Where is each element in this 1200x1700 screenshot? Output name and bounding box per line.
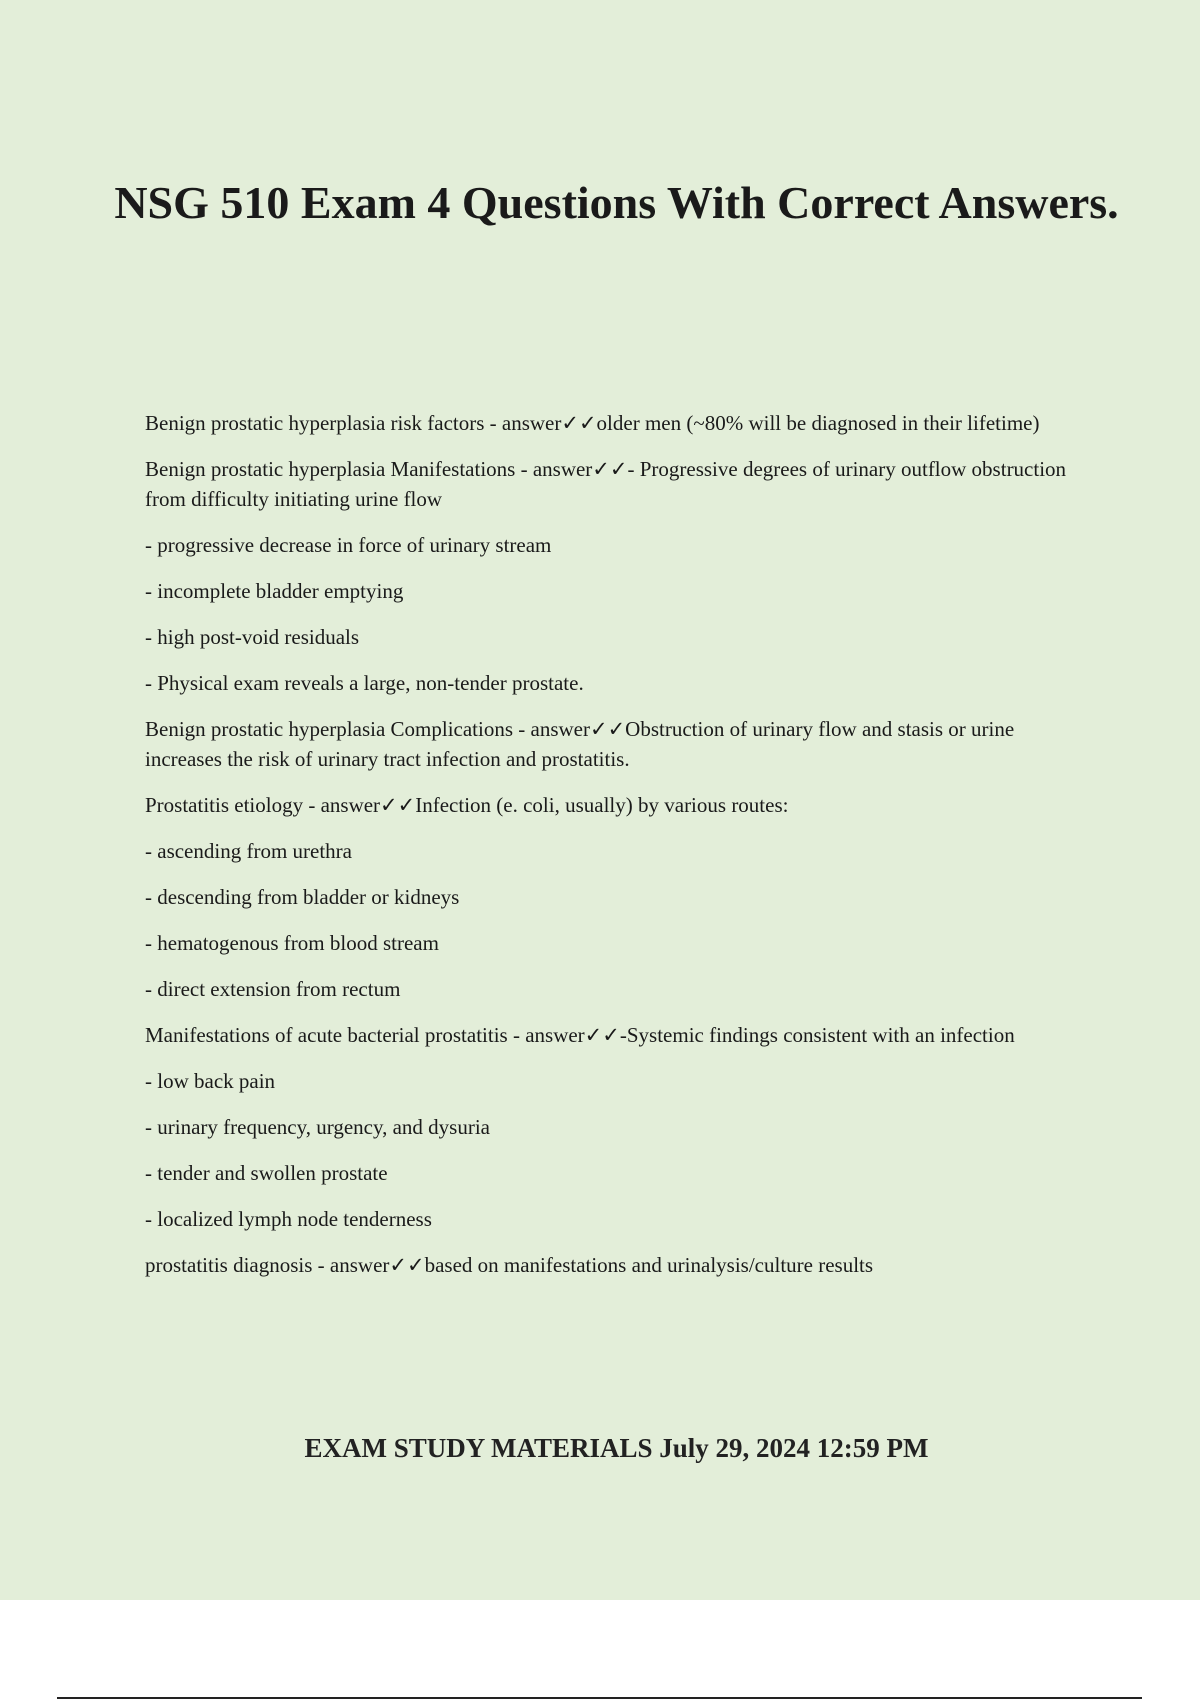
list-item: - high post-void residuals — [145, 625, 360, 649]
list-item: - direct extension from rectum — [145, 977, 401, 1001]
page-divider — [57, 1697, 1142, 1699]
list-item: - progressive decrease in force of urinary stream — [145, 533, 552, 557]
document-body — [145, 408, 1090, 1296]
list-item: - descending from bladder or kidneys — [145, 885, 460, 909]
list-item: - tender and swollen prostate — [145, 1161, 388, 1185]
paragraph-acute-prostatitis-manifestations: Manifestations of acute bacterial prostatitis - answer✓✓-Systemic findings consistent with an infection — [145, 1023, 1015, 1047]
paragraph-prostatitis-etiology: Prostatitis etiology - answer✓✓Infection (e. coli, usually) by various routes: — [145, 793, 789, 817]
list-item: - ascending from urethra — [145, 839, 352, 863]
list-item: - localized lymph node tenderness — [145, 1207, 432, 1231]
footer-stamp: EXAM STUDY MATERIALS July 29, 2024 12:59 PM — [304, 1433, 929, 1463]
paragraph-bph-risk-factors: Benign prostatic hyperplasia risk factors - answer✓✓older men (~80% will be diagnosed in their lifetime) — [145, 411, 1040, 435]
list-item: - incomplete bladder emptying — [145, 579, 404, 603]
document-title: NSG 510 Exam 4 Questions With Correct Answers. — [114, 177, 1119, 228]
list-item: - hematogenous from blood stream — [145, 931, 439, 955]
paragraph-bph-complications: Benign prostatic hyperplasia Complications - answer✓✓Obstruction of urinary flow and stasis or urine increases the risk of urinary tract infection and prostatitis. — [145, 717, 1015, 771]
list-item: - urinary frequency, urgency, and dysuria — [145, 1115, 491, 1139]
paragraph-prostatitis-diagnosis: prostatitis diagnosis - answer✓✓based on manifestations and urinalysis/culture results — [145, 1253, 874, 1277]
paragraph-bph-manifestations: Benign prostatic hyperplasia Manifestations - answer✓✓- Progressive degrees of urinary outflow obstruction from difficulty initiating urine flow — [145, 457, 1067, 511]
list-item: - Physical exam reveals a large, non-tender prostate. — [145, 671, 584, 695]
list-item: - low back pain — [145, 1069, 276, 1093]
